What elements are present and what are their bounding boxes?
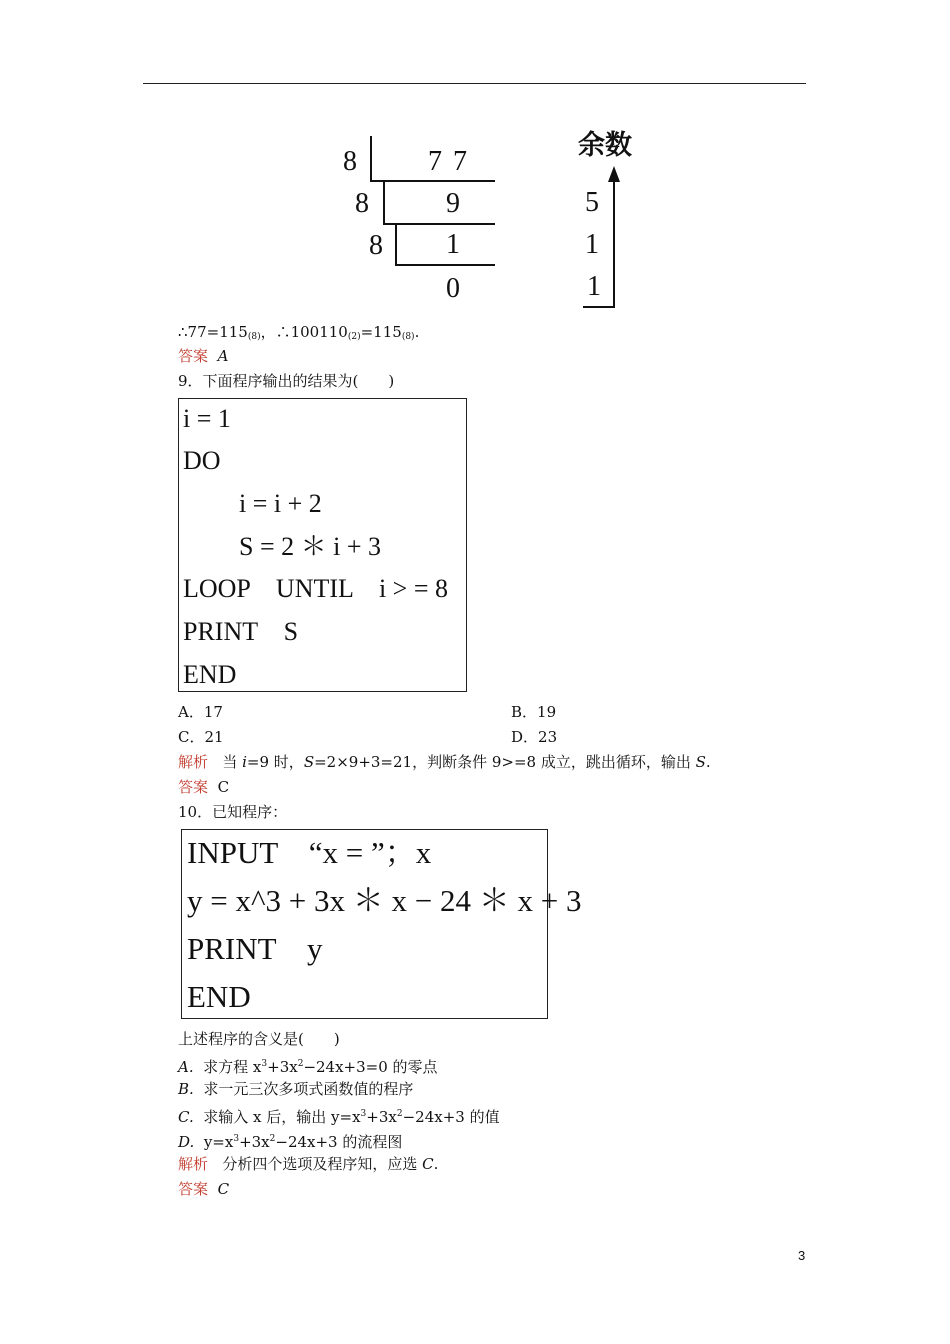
quotient-3: 0 [446,273,460,304]
q10-prompt: 上述程序的含义是( ) [178,1030,340,1048]
code-line: S = 2 ＊ i + 3 [239,532,382,561]
division-bracket-3 [395,224,397,266]
quotient-2: 1 [446,229,460,260]
remainder-2: 1 [585,229,599,260]
divisor-1: 8 [343,146,357,177]
q10-answer [178,1179,229,1199]
remainder-title: 余数 [578,130,632,161]
division-bar-2 [383,223,495,225]
q9-code-box [178,398,467,692]
remainder-1: 5 [585,187,599,218]
answer-value: A [217,347,229,365]
q9-analysis: 解析 当 i=9 时，S=2×9+3=21，判断条件 9>=8 成立，跳出循环，输出 S. [178,753,711,771]
quotient-1: 9 [446,188,460,219]
q9-option-b: B．19 [511,703,557,721]
division-bracket-2 [383,181,385,224]
division-bar-1 [370,180,495,182]
q9-answer [178,777,229,797]
answer-label: 答案 [178,347,209,365]
q10-option-d: D. $y=x^3+3x^2-24x+3$ 的流程图 [178,1133,403,1151]
code-line: INPUT “x = ”；x [187,835,432,870]
upward-arrow [578,160,628,312]
code-line: PRINT S [183,617,299,646]
q8-answer [178,346,228,366]
code-line: LOOP UNTIL i > = 8 [183,574,448,603]
q10-question: 10．已知程序： [178,803,288,821]
answer-label: 答案 [178,1180,209,1198]
header-rule [143,83,806,84]
analysis-label: 解析 [178,1155,209,1173]
q10-option-a: A. 求方程 $x^3+3x^2-24x+3=0$ 的零点 [178,1058,438,1076]
dividend: 7 7 [428,146,469,177]
divisor-2: 8 [355,188,369,219]
code-line: END [183,660,237,689]
code-line: i = 1 [183,404,231,433]
code-line: y = x^3 + 3x ＊ x − 24 ＊ x + 3 [187,883,582,918]
answer-value: C [217,1180,230,1198]
q10-analysis: 解析 分析四个选项及程序知，应选 C. [178,1155,439,1173]
analysis-label: 解析 [178,753,209,771]
division-bar-3 [395,264,495,266]
q10-option-c: C. 求输入 x 后，输出 $y=x^3+3x^2-24x+3$ 的值 [178,1108,500,1126]
q9-question: 9．下面程序输出的结果为( ) [178,372,395,390]
q10-code-box [181,829,582,1019]
q9-option-c: C．21 [178,728,224,746]
code-line: PRINT y [187,931,323,966]
q9-option-d: D．23 [511,728,558,746]
divisor-3: 8 [369,230,383,261]
answer-value: C [217,778,230,796]
code-line: i = i + 2 [239,489,322,518]
q8-conclusion: $\therefore 77=115_{(8)}$，$\therefore 100110_{(2)}=115_{(8)}$. [178,323,420,342]
code-line: DO [183,446,221,475]
answer-label: 答案 [178,778,209,796]
q9-option-a: A．17 [178,703,223,721]
page-number: 3 [798,1248,806,1263]
q10-option-b: B. 求一元三次多项式函数值的程序 [178,1080,414,1098]
remainder-3: 1 [587,271,601,302]
code-line: END [187,979,251,1014]
division-bracket-1 [370,136,372,182]
